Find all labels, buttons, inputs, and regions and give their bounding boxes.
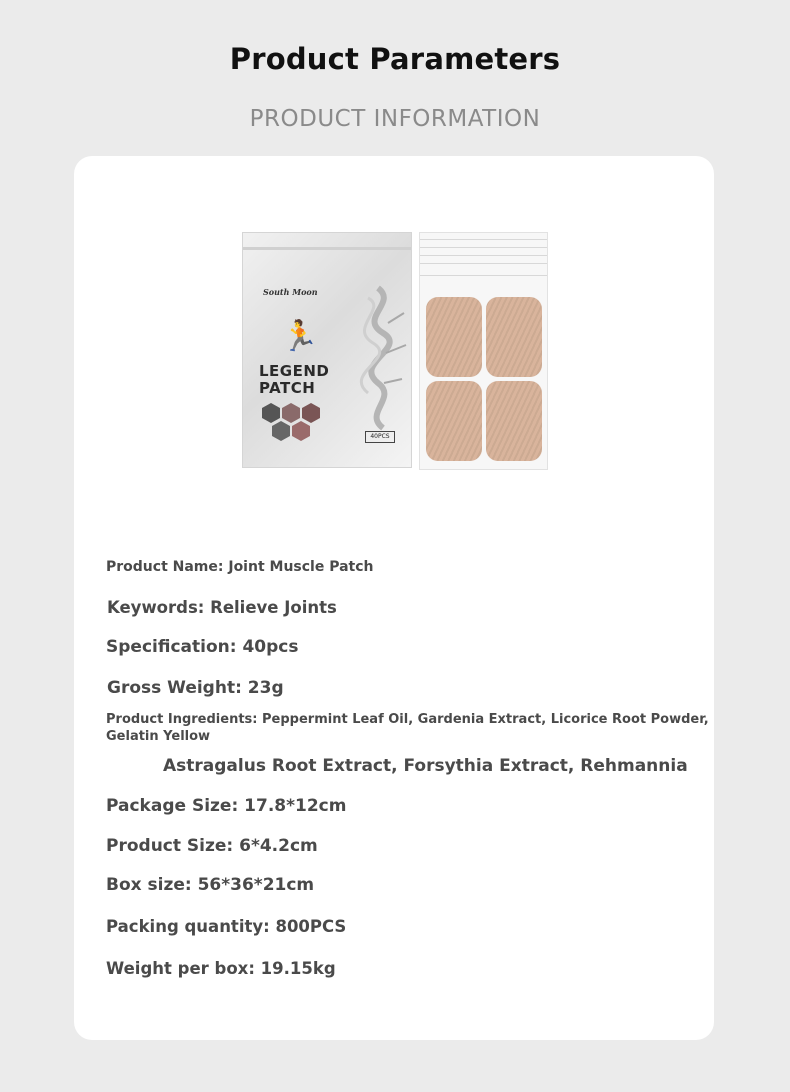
product-name-line-1: LEGEND xyxy=(259,362,330,380)
sheet-line xyxy=(420,275,547,276)
body-area-hex-icons xyxy=(261,401,331,445)
spec-product-size: Product Size: 6*4.2cm xyxy=(106,836,318,856)
spec-specification: Specification: 40pcs xyxy=(106,637,299,657)
product-name-line-2: PATCH xyxy=(259,379,316,397)
count-label: 40PCS xyxy=(365,431,395,443)
spec-ingredients-continued: Astragalus Root Extract, Forsythia Extract, Rehmannia xyxy=(163,756,688,776)
patch-piece xyxy=(426,381,482,461)
spec-package-size: Package Size: 17.8*12cm xyxy=(106,796,347,816)
sheet-line xyxy=(420,255,547,256)
pouch-zipper xyxy=(243,247,411,250)
spec-gross-weight: Gross Weight: 23g xyxy=(107,678,284,698)
product-photo xyxy=(242,232,548,470)
spec-keywords: Keywords: Relieve Joints xyxy=(107,598,337,617)
patch-piece xyxy=(426,297,482,377)
spec-box-size: Box size: 56*36*21cm xyxy=(106,875,315,895)
sheet-line xyxy=(420,239,547,240)
spec-product-name: Product Name: Joint Muscle Patch xyxy=(106,559,374,575)
spec-packing-quantity: Packing quantity: 800PCS xyxy=(106,917,347,936)
page-subtitle: PRODUCT INFORMATION xyxy=(249,106,541,132)
spec-weight-per-box: Weight per box: 19.15kg xyxy=(106,959,336,978)
page-title: Product Parameters xyxy=(229,42,561,76)
product-pouch xyxy=(242,232,412,468)
dragon-graphic xyxy=(338,283,408,433)
spec-ingredients: Product Ingredients: Peppermint Leaf Oil, Gardenia Extract, Licorice Root Powder, Gelatin Yellow xyxy=(106,712,709,744)
brand-logo: South Moon xyxy=(263,287,318,297)
sheet-line xyxy=(420,247,547,248)
patch-sheet xyxy=(419,232,548,470)
runner-icon: 🏃 xyxy=(281,319,319,354)
patch-piece xyxy=(486,297,542,377)
sheet-line xyxy=(420,263,547,264)
product-name-print xyxy=(259,363,329,397)
patch-piece xyxy=(486,381,542,461)
